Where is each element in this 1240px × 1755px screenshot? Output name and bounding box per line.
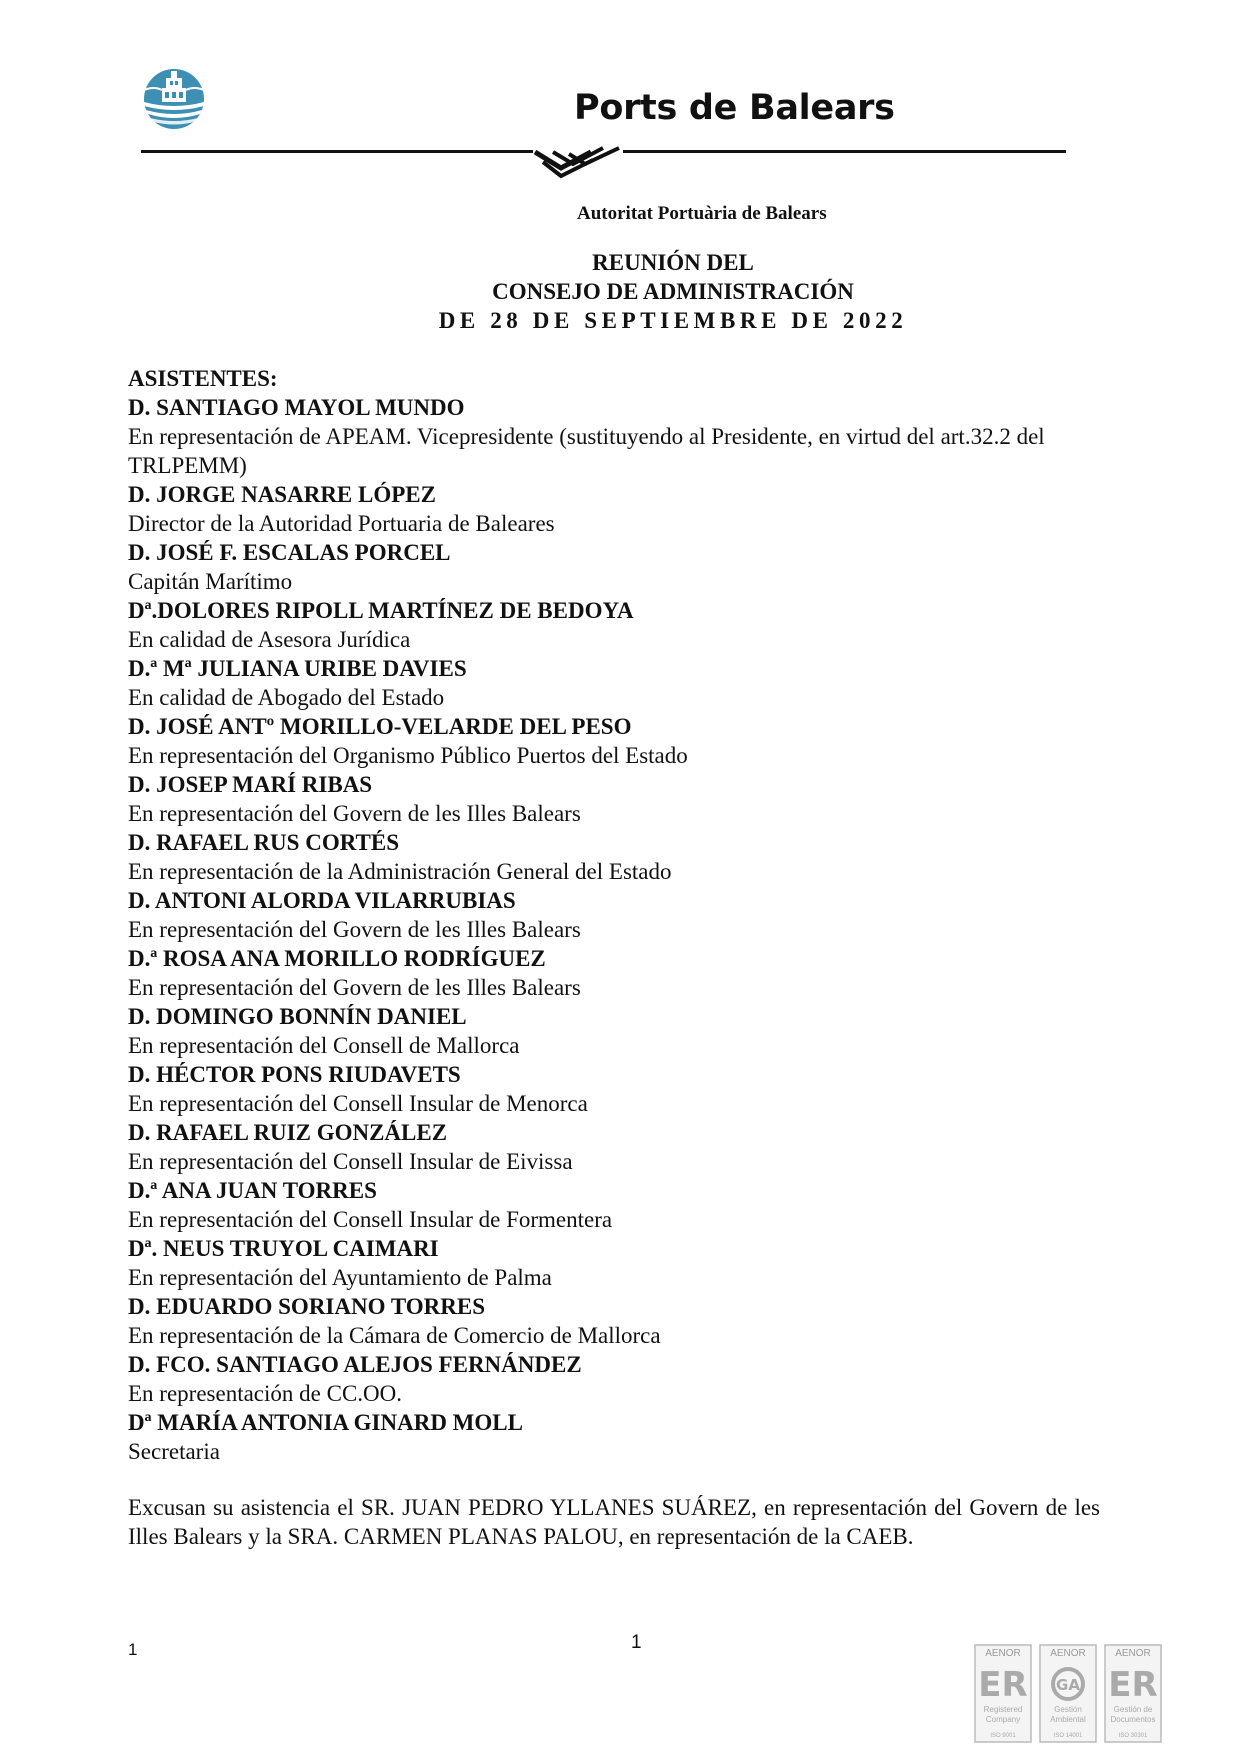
attendee-role: En representación del Govern de les Illes Balears — [128, 801, 581, 826]
cert-line1: Registered — [983, 1705, 1023, 1714]
cert-line2: Company — [985, 1715, 1021, 1724]
attendee-entry — [128, 538, 1103, 596]
attendee-role: Capitán Marítimo — [128, 569, 293, 594]
attendee-name: D. JOSÉ ANTº MORILLO-VELARDE DEL PESO — [128, 714, 632, 739]
attendee-name: D. ANTONI ALORDA VILARRUBIAS — [128, 888, 516, 913]
attendee-entry — [128, 596, 1103, 654]
attendee-name: D.ª ROSA ANA MORILLO RODRÍGUEZ — [128, 946, 546, 971]
attendee-role: Secretaria — [128, 1439, 220, 1464]
cert-badge-iso-30301 — [1105, 1645, 1161, 1742]
attendee-role: En representación del Consell Insular de Menorca — [128, 1091, 588, 1116]
port-tower-logo-icon — [140, 66, 208, 130]
attendee-name: D. SANTIAGO MAYOL MUNDO — [128, 395, 465, 420]
attendee-role: En representación de la Cámara de Comercio de Mallorca — [128, 1323, 661, 1348]
attendee-role: En representación del Govern de les Illes Balears — [128, 975, 581, 1000]
attendee-name: D. FCO. SANTIAGO ALEJOS FERNÁNDEZ — [128, 1352, 582, 1377]
attendee-entry — [128, 1060, 1103, 1118]
attendee-entry — [128, 1234, 1103, 1292]
attendee-name: D. JORGE NASARRE LÓPEZ — [128, 482, 436, 507]
attendee-entry — [128, 393, 1103, 480]
page-number-center: 1 — [631, 1632, 642, 1653]
attendee-name: Dª. NEUS TRUYOL CAIMARI — [128, 1236, 439, 1261]
attendee-name: D. JOSÉ F. ESCALAS PORCEL — [128, 540, 451, 565]
cert-line2: Ambiental — [1050, 1715, 1086, 1724]
attendee-entry — [128, 1408, 1103, 1466]
attendee-entry — [128, 828, 1103, 886]
cert-org: AENOR — [1050, 1648, 1086, 1659]
attendees-heading: ASISTENTES: — [128, 366, 278, 391]
cert-mark: GA — [1056, 1676, 1080, 1694]
attendee-role: En representación de APEAM. Vicepresidente (sustituyendo al Presidente, en virtud del art.32.2 del TRLPEMM) — [128, 424, 1045, 478]
attendee-entry — [128, 770, 1103, 828]
attendee-role: En representación del Consell Insular de Eivissa — [128, 1149, 573, 1174]
cert-org: AENOR — [1115, 1648, 1151, 1659]
attendee-entry — [128, 480, 1103, 538]
cert-mark: ER — [1108, 1665, 1158, 1705]
cert-mark: ER — [978, 1665, 1028, 1705]
attendee-entry — [128, 1292, 1103, 1350]
title-line-2: CONSEJO DE ADMINISTRACIÓN — [492, 279, 854, 304]
brand-name: Ports de Balears — [574, 88, 895, 128]
attendee-name: D. JOSEP MARÍ RIBAS — [128, 772, 373, 797]
attendee-role: En representación del Organismo Público Puertos del Estado — [128, 743, 688, 768]
attendee-entry — [128, 1350, 1103, 1408]
attendees-list — [128, 364, 1103, 1466]
attendee-name: D.ª ANA JUAN TORRES — [128, 1178, 377, 1203]
cert-line2: Documentos — [1110, 1715, 1156, 1724]
attendee-role: En representación del Govern de les Illes Balears — [128, 917, 581, 942]
cert-line1: Gestión — [1054, 1705, 1082, 1714]
excused-paragraph: Excusan su asistencia el SR. JUAN PEDRO YLLANES SUÁREZ, en representación del Govern de les Illes Balears y la SRA. CARMEN PLANAS PALOU, en representación de la CAEB. — [128, 1495, 1100, 1549]
attendee-role: En calidad de Abogado del Estado — [128, 685, 445, 710]
attendee-name: Dª.DOLORES RIPOLL MARTÍNEZ DE BEDOYA — [128, 598, 634, 623]
attendee-role: En representación del Ayuntamiento de Palma — [128, 1265, 552, 1290]
wave-chevron-icon — [533, 146, 623, 182]
attendee-name: D. DOMINGO BONNÍN DANIEL — [128, 1004, 467, 1029]
attendee-entry — [128, 1002, 1103, 1060]
attendee-name: D. RAFAEL RUIZ GONZÁLEZ — [128, 1120, 448, 1145]
attendee-name: D. RAFAEL RUS CORTÉS — [128, 830, 399, 855]
attendee-role: Director de la Autoridad Portuaria de Baleares — [128, 511, 555, 536]
cert-badge-iso-9001 — [975, 1645, 1031, 1742]
attendee-entry — [128, 1176, 1103, 1234]
cert-org: AENOR — [985, 1648, 1021, 1659]
attendee-entry — [128, 654, 1103, 712]
aenor-certification-badges — [974, 1644, 1164, 1744]
attendee-role: En representación del Consell de Mallorca — [128, 1033, 520, 1058]
cert-code: ISO 30301 — [1118, 1733, 1148, 1739]
attendee-entry — [128, 886, 1103, 944]
cert-code: ISO 14001 — [1053, 1733, 1083, 1739]
attendee-entry — [128, 944, 1103, 1002]
attendee-entry — [128, 712, 1103, 770]
attendee-name: D. EDUARDO SORIANO TORRES — [128, 1294, 485, 1319]
title-line-1: REUNIÓN DEL — [592, 250, 754, 275]
attendee-entry — [128, 1118, 1103, 1176]
attendee-name: D.ª Mª JULIANA URIBE DAVIES — [128, 656, 467, 681]
attendee-name: D. HÉCTOR PONS RIUDAVETS — [128, 1062, 461, 1087]
attendee-role: En calidad de Asesora Jurídica — [128, 627, 411, 652]
attendee-role: En representación de la Administración General del Estado — [128, 859, 672, 884]
attendee-role: En representación de CC.OO. — [128, 1381, 403, 1406]
cert-code: ISO 9001 — [990, 1733, 1016, 1739]
page-number-left: 1 — [128, 1640, 138, 1659]
attendee-name: Dª MARÍA ANTONIA GINARD MOLL — [128, 1410, 523, 1435]
authority-name: Autoritat Portuària de Balears — [577, 203, 827, 224]
attendee-role: En representación del Consell Insular de Formentera — [128, 1207, 613, 1232]
cert-badge-iso-14001 — [1040, 1645, 1096, 1742]
title-line-3: DE 28 DE SEPTIEMBRE DE 2022 — [438, 308, 908, 333]
cert-line1: Gestión de — [1113, 1705, 1153, 1714]
